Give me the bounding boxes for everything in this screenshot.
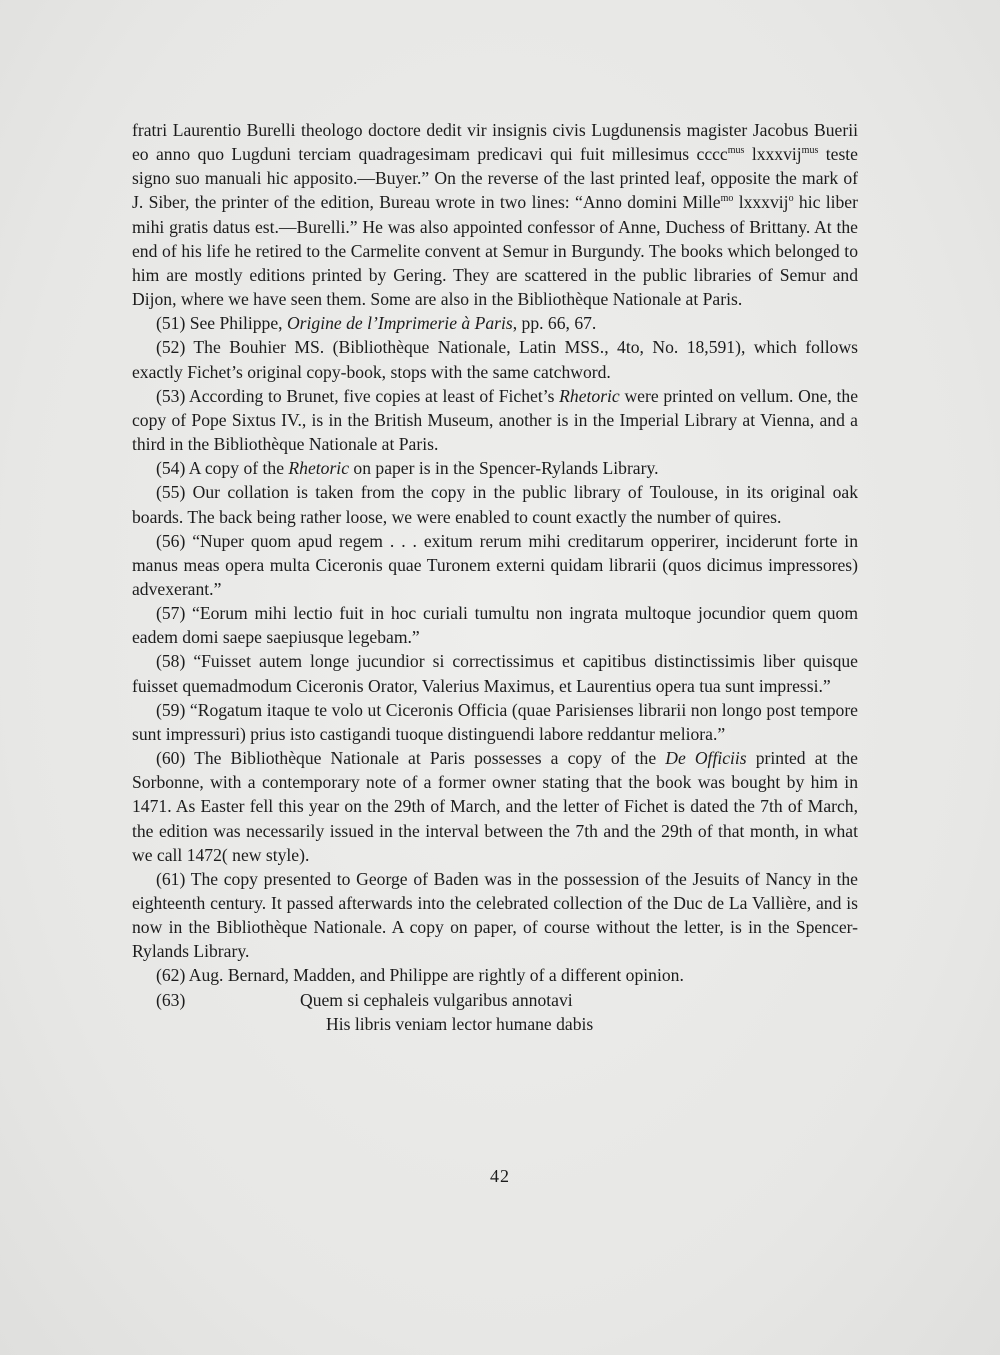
intro-text-5: hic liber mihi gratis datus est.—Burelli.” He was also appointed confessor of Anne, Duchess of Brittany. At the end of his life he retired to the Carmelite convent at Semur in Burgundy. The books which belonged to him are mostly editions printed by Gering. They are scattered in the public libraries of Semur and Dijon, where we have seen them. Some are also in the Bibliothèque Nationale at Paris. — [132, 192, 858, 310]
verse-line-2: His libris veniam lector humane dabis — [326, 1013, 594, 1034]
intro-text-4: lxxxvij — [733, 192, 789, 213]
note-text: (51) See Philippe, — [156, 313, 287, 334]
note-56: (56) “Nuper quom apud regem . . . exitum rerum mihi creditarum opperirer, inciderunt forte in manus meas opera multa Ciceronis quae Turonem externi quidam librarii (quos dicimus impressores) advexerant.” — [132, 530, 858, 599]
verse-line-1: Quem si cephaleis vulgaribus annotavi — [300, 989, 573, 1010]
note-59: (59) “Rogatum itaque te volo ut Ciceronis Officia (quae Parisienses librarii non longo post tempore sunt impressuri) prius isto castigandi tuoque distinguendi labore reddantur meliora.” — [132, 699, 858, 744]
note-52: (52) The Bouhier MS. (Bibliothèque Nationale, Latin MSS., 4to, No. 18,591), which follows exactly Fichet’s original copy-book, stops with the same catchword. — [132, 337, 858, 382]
note-text: (60) The Bibliothèque Nationale at Paris possesses a copy of the — [156, 748, 666, 769]
intro-text-2: lxxxvij — [744, 144, 802, 165]
note-text: , pp. 66, 67. — [512, 313, 597, 334]
note-51 — [132, 311, 858, 335]
note-text: (54) A copy of the — [156, 458, 289, 479]
note-60 — [132, 746, 858, 867]
note-57: (57) “Eorum mihi lectio fuit in hoc curiali tumultu non ingrata multoque jocundior quem quom eadem domi saepe saepiusque legebam.” — [132, 603, 858, 648]
note-61: (61) The copy presented to George of Baden was in the possession of the Jesuits of Nancy in the eighteenth century. It passed afterwards into the celebrated collection of the Duc de La Vallière, and is now in the Bibliothèque Nationale. A copy on paper, of course without the letter, is in the Spencer-Rylands Library. — [132, 868, 858, 962]
note-53 — [132, 384, 858, 456]
intro-text-3: teste signo suo manuali hic apposito.—Buyer.” On the reverse of the last printed leaf, opposite the mark of J. Siber, the printer of the edition, Bureau wrote in two lines: “Anno domini Mille — [132, 144, 858, 213]
intro-text-1: fratri Laurentio Burelli theologo doctore dedit vir insignis civis Lugdunensis magister Jacobus Buerii eo anno quo Lugduni terciam quadragesimam predicavi qui fuit millesimus cccc — [132, 120, 858, 165]
note-54 — [132, 456, 858, 480]
intro-paragraph — [132, 118, 858, 311]
note-text: (53) According to Brunet, five copies at least of Fichet’s — [156, 385, 560, 406]
note-title-italic: Rhetoric — [288, 458, 350, 479]
note-title-italic: Origine de l’Imprimerie à Paris — [286, 313, 513, 334]
notes-text-block — [132, 118, 858, 1036]
note-title-italic: De Officiis — [665, 748, 747, 769]
note-62: (62) Aug. Bernard, Madden, and Philippe are rightly of a different opinion. — [156, 965, 684, 986]
note-text: were printed on vellum. One, the copy of Pope Sixtus IV., is in the British Museum, another is in the Imperial Library at Vienna, and a third in the Bibliothèque Nationale at Paris. — [132, 385, 859, 455]
superscript: o — [788, 193, 794, 205]
note-title-italic: Rhetoric — [559, 385, 620, 406]
note-58: (58) “Fuisset autem longe jucundior si correctissimus et capitibus distinctissimis liber quisque fuisset quemadmodum Ciceronis Orator, Valerius Maximus, et Laurentius opera tua sunt impressi.” — [132, 651, 858, 696]
verse-lines — [300, 988, 593, 1036]
page-number: 42 — [490, 1166, 510, 1186]
superscript: mo — [720, 193, 734, 205]
note-text: printed at the Sorbonne, with a contemporary note of a former owner stating that the book was bought by him in 1471. As Easter fell this year on the 29th of March, and the letter of Fichet is dated the 7th of March, the edition was necessarily issued in the interval between the 7th and the 29th of that month, in what we call 1472( new style). — [132, 748, 858, 865]
superscript: mus — [801, 145, 819, 157]
note-63-number: (63) — [156, 989, 186, 1010]
superscript: mus — [727, 145, 745, 157]
note-55: (55) Our collation is taken from the copy in the public library of Toulouse, in its original oak boards. The back being rather loose, we were enabled to count exactly the number of quires. — [132, 482, 858, 527]
note-63-verse — [132, 988, 858, 1036]
note-text: on paper is in the Spencer-Rylands Library. — [349, 458, 659, 479]
